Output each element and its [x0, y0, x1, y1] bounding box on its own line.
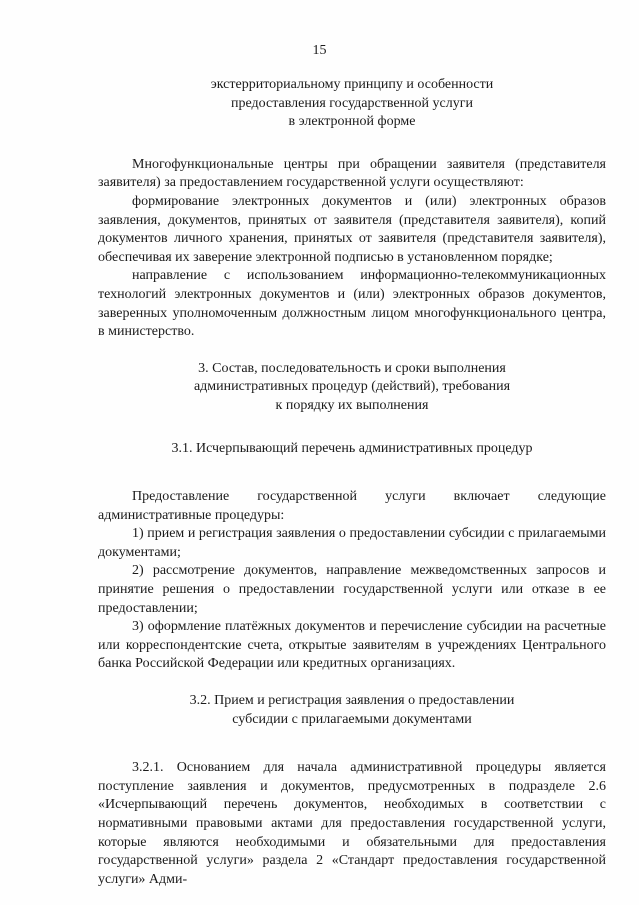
paragraph-forming: формирование электронных документов и (или) электронных образов заявления, документов, принятых от заявителя (представителя заявителя), копий документов личного хранения, принятых от заявителя (представителя заявителя), обеспечивая их заверение электронной подписью в установленном порядке;	[98, 193, 606, 265]
section-title-line: к порядку их выполнения	[275, 397, 429, 413]
page-content	[98, 76, 606, 889]
section-title-line: 3. Состав, последовательность и сроки выполнения	[198, 360, 506, 376]
section-3-2-title	[98, 692, 606, 729]
paragraph-intro: Предоставление государственной услуги включает следующие административные процедуры:	[98, 489, 606, 523]
paragraph-sending: направление с использованием информационно-телекоммуникационных технологий электронных документов и (или) электронных образов документов, заверенных уполномоченным должностным лицом многофункционального центра, в министерство.	[98, 268, 606, 340]
list-item-1: 1) прием и регистрация заявления о предоставлении субсидии с прилагаемыми документами;	[98, 526, 606, 560]
paragraph-3-2-1: 3.2.1. Основанием для начала административной процедуры является поступление заявления и документов, предусмотренных в подразделе 2.6 «Исчерпывающий перечень документов, необходимых в соответствии с нормативными правовыми актами для предоставления государственной услуги, которые являются необходимыми и обязательными для предоставления государственной услуги» раздела 2 «Стандарт предоставления государственной услуги» Адми-	[98, 760, 606, 887]
section-3-title	[98, 360, 606, 416]
page-number: 15	[312, 43, 327, 58]
list-item-3: 3) оформление платёжных документов и перечисление субсидии на расчетные или корреспондентские счета, открытые заявителям в учреждениях Центрального банка Российской Федерации или кредитных организациях.	[98, 619, 606, 672]
heading-line: в электронной форме	[288, 114, 416, 130]
heading-continuation	[98, 76, 606, 132]
paragraph-mfc: Многофункциональные центры при обращении заявителя (представителя заявителя) за предоставлением государственной услуги осуществляют:	[98, 156, 606, 191]
heading-line: предоставления государственной услуги	[231, 95, 473, 111]
section-title-line: административных процедур (действий), требования	[193, 379, 511, 395]
section-title-line: 3.2. Прием и регистрация заявления о предоставлении	[189, 693, 515, 709]
section-title-line: субсидии с прилагаемыми документами	[232, 711, 472, 727]
heading-line: экстерриториальному принципу и особенности	[210, 77, 494, 92]
list-item-2: 2) рассмотрение документов, направление межведомственных запросов и принятие решения о предоставлении государственной услуги или отказе в ее предоставлении;	[98, 563, 606, 616]
section-3-1-title: 3.1. Исчерпывающий перечень административных процедур	[171, 440, 533, 456]
